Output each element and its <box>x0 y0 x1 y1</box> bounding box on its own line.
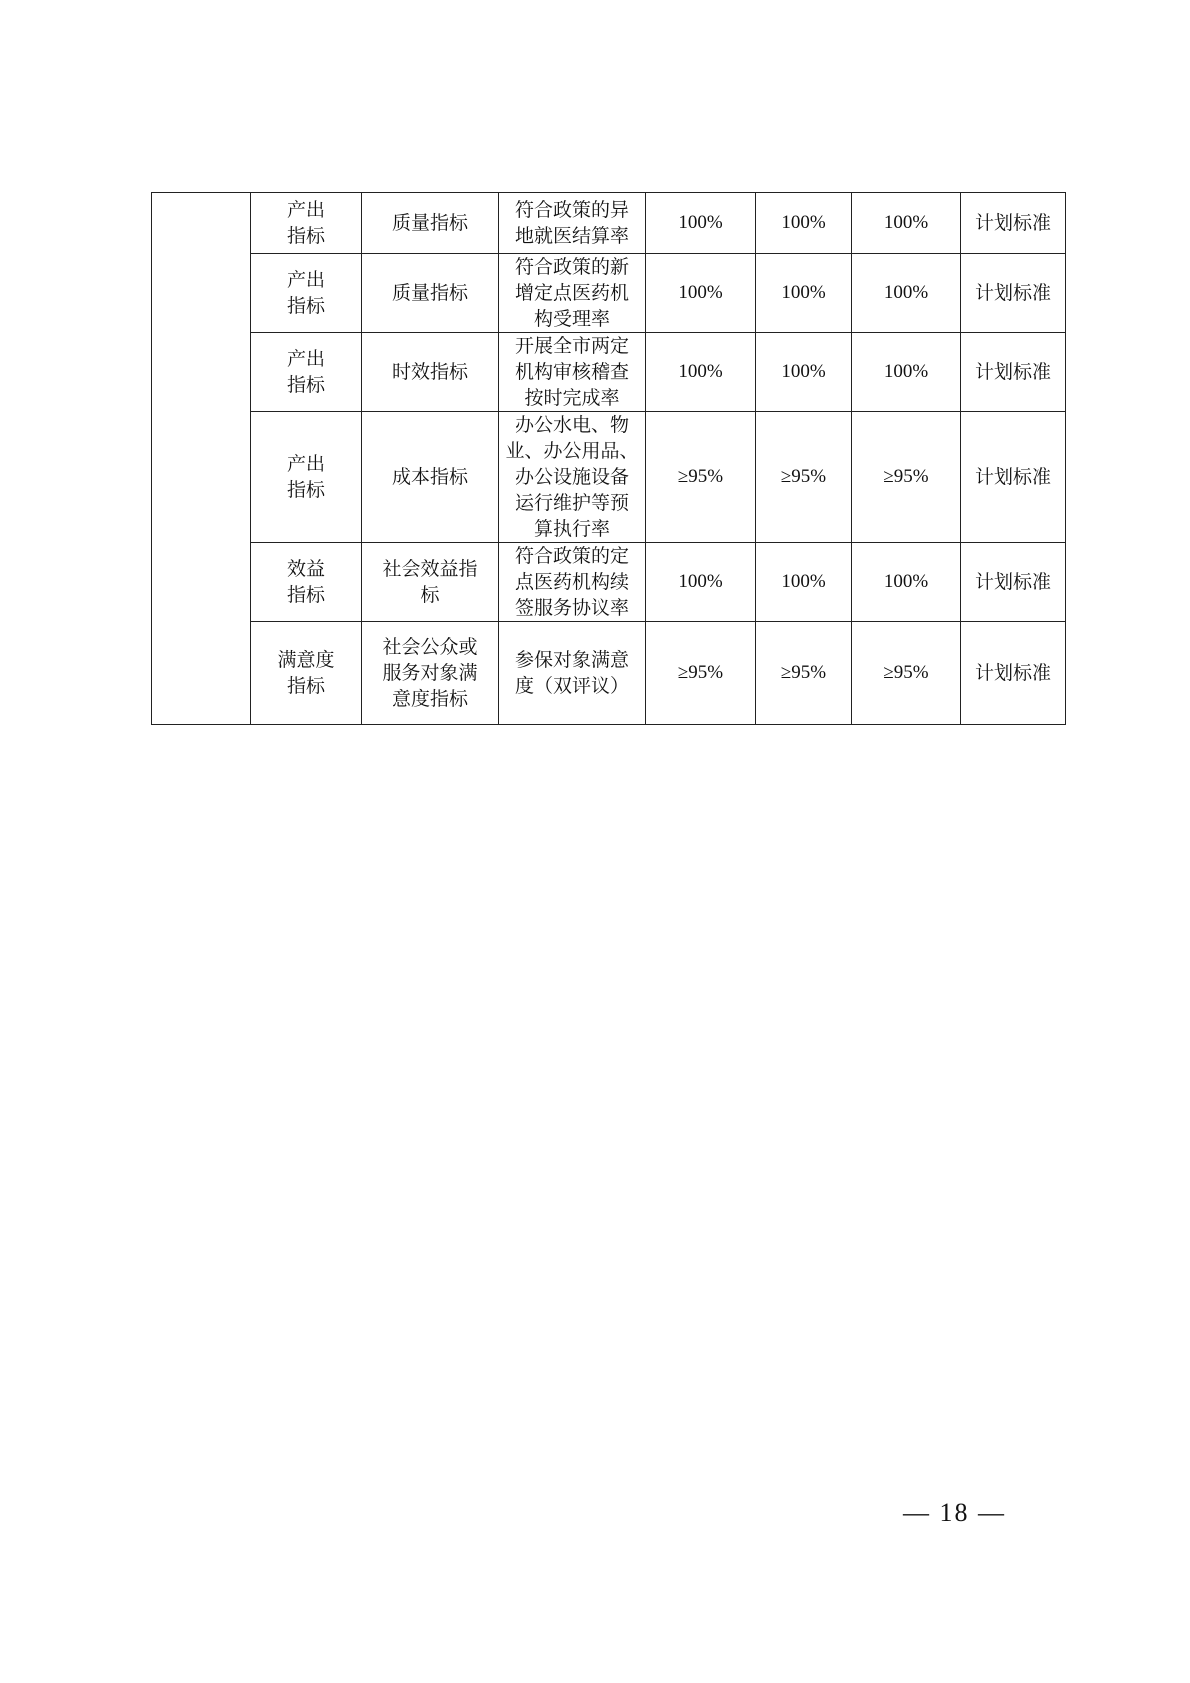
table-row <box>152 412 1066 543</box>
value-cell-1: 100% <box>646 543 756 622</box>
level1-indicator-cell: 满意度 指标 <box>251 622 362 725</box>
level2-indicator-cell: 质量指标 <box>362 254 499 333</box>
value-cell-3: 100% <box>852 254 961 333</box>
value-cell-3: 100% <box>852 543 961 622</box>
table-row <box>152 193 1066 254</box>
value-cell-2: 100% <box>756 543 852 622</box>
value-cell-3: ≥95% <box>852 622 961 725</box>
level2-indicator-cell: 质量指标 <box>362 193 499 254</box>
standard-cell: 计划标准 <box>961 622 1066 725</box>
indicator-name-cell: 符合政策的定 点医药机构续 签服务协议率 <box>499 543 646 622</box>
standard-cell: 计划标准 <box>961 333 1066 412</box>
indicator-name-cell: 符合政策的新 增定点医药机 构受理率 <box>499 254 646 333</box>
level2-indicator-cell: 时效指标 <box>362 333 499 412</box>
indicator-name-cell: 开展全市两定 机构审核稽查 按时完成率 <box>499 333 646 412</box>
table-row <box>152 543 1066 622</box>
value-cell-2: 100% <box>756 254 852 333</box>
value-cell-1: 100% <box>646 254 756 333</box>
table-row <box>152 254 1066 333</box>
value-cell-3: ≥95% <box>852 412 961 543</box>
blank-merged-cell <box>152 193 251 725</box>
level1-indicator-cell: 效益 指标 <box>251 543 362 622</box>
level2-indicator-cell: 成本指标 <box>362 412 499 543</box>
standard-cell: 计划标准 <box>961 254 1066 333</box>
value-cell-3: 100% <box>852 333 961 412</box>
value-cell-1: ≥95% <box>646 412 756 543</box>
table-row <box>152 622 1066 725</box>
value-cell-1: ≥95% <box>646 622 756 725</box>
standard-cell: 计划标准 <box>961 543 1066 622</box>
value-cell-1: 100% <box>646 333 756 412</box>
level1-indicator-cell: 产出 指标 <box>251 412 362 543</box>
page-number: — 18 — <box>903 1498 1006 1527</box>
level2-indicator-cell: 社会公众或 服务对象满 意度指标 <box>362 622 499 725</box>
level1-indicator-cell: 产出 指标 <box>251 254 362 333</box>
table-row <box>152 333 1066 412</box>
value-cell-2: 100% <box>756 333 852 412</box>
standard-cell: 计划标准 <box>961 412 1066 543</box>
value-cell-2: ≥95% <box>756 412 852 543</box>
level2-indicator-cell: 社会效益指 标 <box>362 543 499 622</box>
indicator-name-cell: 参保对象满意 度（双评议） <box>499 622 646 725</box>
value-cell-2: 100% <box>756 193 852 254</box>
value-cell-2: ≥95% <box>756 622 852 725</box>
performance-indicator-table <box>151 192 1066 725</box>
standard-cell: 计划标准 <box>961 193 1066 254</box>
level1-indicator-cell: 产出 指标 <box>251 193 362 254</box>
level1-indicator-cell: 产出 指标 <box>251 333 362 412</box>
value-cell-1: 100% <box>646 193 756 254</box>
indicator-name-cell: 符合政策的异 地就医结算率 <box>499 193 646 254</box>
value-cell-3: 100% <box>852 193 961 254</box>
indicator-name-cell: 办公水电、物 业、办公用品、 办公设施设备 运行维护等预 算执行率 <box>499 412 646 543</box>
